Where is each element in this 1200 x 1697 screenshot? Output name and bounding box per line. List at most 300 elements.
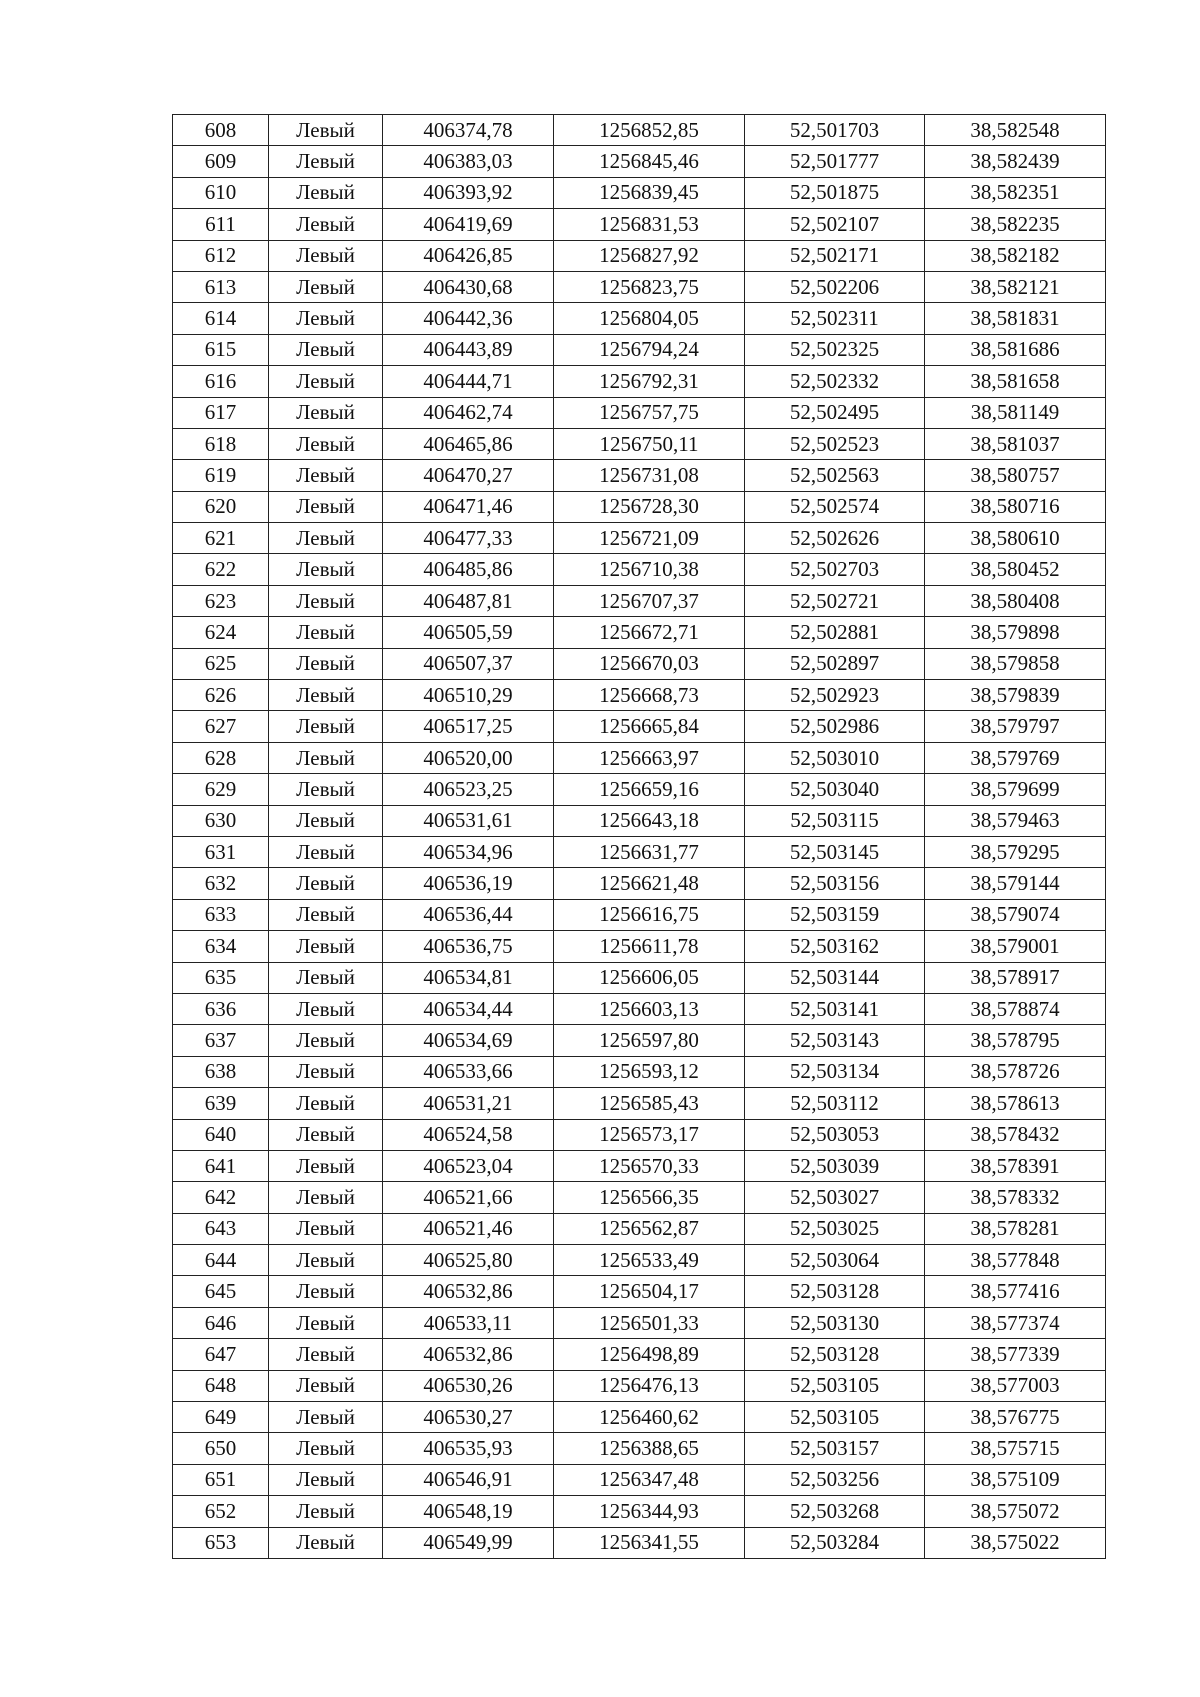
- point-number-cell: 619: [173, 460, 269, 491]
- y-coordinate-cell: 1256672,71: [554, 617, 745, 648]
- side-cell: Левый: [269, 1433, 383, 1464]
- x-coordinate-cell: 406549,99: [383, 1527, 554, 1558]
- longitude-cell: 38,578795: [925, 1025, 1106, 1056]
- point-number-cell: 617: [173, 397, 269, 428]
- point-number-cell: 628: [173, 742, 269, 773]
- x-coordinate-cell: 406443,89: [383, 334, 554, 365]
- y-coordinate-cell: 1256347,48: [554, 1464, 745, 1495]
- y-coordinate-cell: 1256750,11: [554, 428, 745, 459]
- x-coordinate-cell: 406419,69: [383, 209, 554, 240]
- side-cell: Левый: [269, 617, 383, 648]
- y-coordinate-cell: 1256616,75: [554, 899, 745, 930]
- y-coordinate-cell: 1256707,37: [554, 585, 745, 616]
- table-row: [173, 899, 1106, 930]
- y-coordinate-cell: 1256710,38: [554, 554, 745, 585]
- x-coordinate-cell: 406534,96: [383, 836, 554, 867]
- point-number-cell: 643: [173, 1213, 269, 1244]
- side-cell: Левый: [269, 868, 383, 899]
- latitude-cell: 52,503145: [745, 836, 925, 867]
- x-coordinate-cell: 406383,03: [383, 146, 554, 177]
- table-row: [173, 209, 1106, 240]
- side-cell: Левый: [269, 554, 383, 585]
- x-coordinate-cell: 406534,69: [383, 1025, 554, 1056]
- latitude-cell: 52,503144: [745, 962, 925, 993]
- side-cell: Левый: [269, 428, 383, 459]
- side-cell: Левый: [269, 648, 383, 679]
- table-row: [173, 523, 1106, 554]
- side-cell: Левый: [269, 1119, 383, 1150]
- y-coordinate-cell: 1256792,31: [554, 366, 745, 397]
- longitude-cell: 38,577416: [925, 1276, 1106, 1307]
- longitude-cell: 38,581686: [925, 334, 1106, 365]
- latitude-cell: 52,502311: [745, 303, 925, 334]
- side-cell: Левый: [269, 1464, 383, 1495]
- longitude-cell: 38,578613: [925, 1088, 1106, 1119]
- latitude-cell: 52,502881: [745, 617, 925, 648]
- point-number-cell: 651: [173, 1464, 269, 1495]
- point-number-cell: 625: [173, 648, 269, 679]
- point-number-cell: 645: [173, 1276, 269, 1307]
- longitude-cell: 38,580757: [925, 460, 1106, 491]
- table-row: [173, 1276, 1106, 1307]
- side-cell: Левый: [269, 523, 383, 554]
- table-row: [173, 585, 1106, 616]
- table-row: [173, 491, 1106, 522]
- x-coordinate-cell: 406535,93: [383, 1433, 554, 1464]
- table-row: [173, 460, 1106, 491]
- longitude-cell: 38,579839: [925, 680, 1106, 711]
- y-coordinate-cell: 1256643,18: [554, 805, 745, 836]
- y-coordinate-cell: 1256663,97: [554, 742, 745, 773]
- side-cell: Левый: [269, 271, 383, 302]
- x-coordinate-cell: 406462,74: [383, 397, 554, 428]
- table-row: [173, 1402, 1106, 1433]
- x-coordinate-cell: 406548,19: [383, 1496, 554, 1527]
- table-row: [173, 1056, 1106, 1087]
- side-cell: Левый: [269, 742, 383, 773]
- point-number-cell: 653: [173, 1527, 269, 1558]
- latitude-cell: 52,502171: [745, 240, 925, 271]
- longitude-cell: 38,577003: [925, 1370, 1106, 1401]
- latitude-cell: 52,503256: [745, 1464, 925, 1495]
- table-row: [173, 1370, 1106, 1401]
- point-number-cell: 615: [173, 334, 269, 365]
- x-coordinate-cell: 406533,66: [383, 1056, 554, 1087]
- longitude-cell: 38,581149: [925, 397, 1106, 428]
- side-cell: Левый: [269, 177, 383, 208]
- y-coordinate-cell: 1256668,73: [554, 680, 745, 711]
- table-row: [173, 680, 1106, 711]
- side-cell: Левый: [269, 1056, 383, 1087]
- table-row: [173, 1245, 1106, 1276]
- latitude-cell: 52,502721: [745, 585, 925, 616]
- x-coordinate-cell: 406532,86: [383, 1276, 554, 1307]
- point-number-cell: 632: [173, 868, 269, 899]
- longitude-cell: 38,577374: [925, 1307, 1106, 1338]
- table-row: [173, 1433, 1106, 1464]
- table-row: [173, 1339, 1106, 1370]
- longitude-cell: 38,582351: [925, 177, 1106, 208]
- side-cell: Левый: [269, 1307, 383, 1338]
- y-coordinate-cell: 1256823,75: [554, 271, 745, 302]
- table-row: [173, 742, 1106, 773]
- longitude-cell: 38,580408: [925, 585, 1106, 616]
- y-coordinate-cell: 1256593,12: [554, 1056, 745, 1087]
- point-number-cell: 649: [173, 1402, 269, 1433]
- y-coordinate-cell: 1256611,78: [554, 931, 745, 962]
- table-row: [173, 1119, 1106, 1150]
- table-row: [173, 554, 1106, 585]
- longitude-cell: 38,577339: [925, 1339, 1106, 1370]
- y-coordinate-cell: 1256566,35: [554, 1182, 745, 1213]
- point-number-cell: 639: [173, 1088, 269, 1119]
- side-cell: Левый: [269, 585, 383, 616]
- longitude-cell: 38,582439: [925, 146, 1106, 177]
- table-row: [173, 366, 1106, 397]
- table-row: [173, 648, 1106, 679]
- longitude-cell: 38,579898: [925, 617, 1106, 648]
- point-number-cell: 616: [173, 366, 269, 397]
- x-coordinate-cell: 406442,36: [383, 303, 554, 334]
- latitude-cell: 52,503268: [745, 1496, 925, 1527]
- point-number-cell: 631: [173, 836, 269, 867]
- side-cell: Левый: [269, 805, 383, 836]
- latitude-cell: 52,503064: [745, 1245, 925, 1276]
- latitude-cell: 52,502523: [745, 428, 925, 459]
- latitude-cell: 52,502986: [745, 711, 925, 742]
- latitude-cell: 52,503141: [745, 993, 925, 1024]
- latitude-cell: 52,503027: [745, 1182, 925, 1213]
- latitude-cell: 52,502206: [745, 271, 925, 302]
- latitude-cell: 52,503039: [745, 1150, 925, 1181]
- side-cell: Левый: [269, 1182, 383, 1213]
- longitude-cell: 38,578726: [925, 1056, 1106, 1087]
- side-cell: Левый: [269, 209, 383, 240]
- point-number-cell: 644: [173, 1245, 269, 1276]
- latitude-cell: 52,503010: [745, 742, 925, 773]
- point-number-cell: 610: [173, 177, 269, 208]
- point-number-cell: 641: [173, 1150, 269, 1181]
- point-number-cell: 614: [173, 303, 269, 334]
- table-row: [173, 836, 1106, 867]
- table-row: [173, 271, 1106, 302]
- longitude-cell: 38,579074: [925, 899, 1106, 930]
- x-coordinate-cell: 406520,00: [383, 742, 554, 773]
- table-row: [173, 617, 1106, 648]
- x-coordinate-cell: 406485,86: [383, 554, 554, 585]
- point-number-cell: 647: [173, 1339, 269, 1370]
- point-number-cell: 629: [173, 774, 269, 805]
- x-coordinate-cell: 406471,46: [383, 491, 554, 522]
- y-coordinate-cell: 1256597,80: [554, 1025, 745, 1056]
- x-coordinate-cell: 406524,58: [383, 1119, 554, 1150]
- table-row: [173, 931, 1106, 962]
- side-cell: Левый: [269, 334, 383, 365]
- x-coordinate-cell: 406507,37: [383, 648, 554, 679]
- x-coordinate-cell: 406426,85: [383, 240, 554, 271]
- point-number-cell: 634: [173, 931, 269, 962]
- side-cell: Левый: [269, 931, 383, 962]
- longitude-cell: 38,579463: [925, 805, 1106, 836]
- latitude-cell: 52,502325: [745, 334, 925, 365]
- longitude-cell: 38,579001: [925, 931, 1106, 962]
- longitude-cell: 38,581831: [925, 303, 1106, 334]
- x-coordinate-cell: 406530,27: [383, 1402, 554, 1433]
- coordinates-table: [172, 114, 1106, 1559]
- x-coordinate-cell: 406505,59: [383, 617, 554, 648]
- x-coordinate-cell: 406531,21: [383, 1088, 554, 1119]
- longitude-cell: 38,582235: [925, 209, 1106, 240]
- latitude-cell: 52,503284: [745, 1527, 925, 1558]
- side-cell: Левый: [269, 115, 383, 146]
- latitude-cell: 52,502574: [745, 491, 925, 522]
- point-number-cell: 613: [173, 271, 269, 302]
- latitude-cell: 52,503159: [745, 899, 925, 930]
- side-cell: Левый: [269, 1025, 383, 1056]
- latitude-cell: 52,503112: [745, 1088, 925, 1119]
- table-row: [173, 1464, 1106, 1495]
- point-number-cell: 622: [173, 554, 269, 585]
- table-row: [173, 1213, 1106, 1244]
- side-cell: Левый: [269, 1496, 383, 1527]
- y-coordinate-cell: 1256570,33: [554, 1150, 745, 1181]
- table-row: [173, 805, 1106, 836]
- side-cell: Левый: [269, 146, 383, 177]
- side-cell: Левый: [269, 1370, 383, 1401]
- y-coordinate-cell: 1256852,85: [554, 115, 745, 146]
- y-coordinate-cell: 1256831,53: [554, 209, 745, 240]
- x-coordinate-cell: 406536,75: [383, 931, 554, 962]
- x-coordinate-cell: 406530,26: [383, 1370, 554, 1401]
- table-row: [173, 1025, 1106, 1056]
- latitude-cell: 52,503105: [745, 1402, 925, 1433]
- latitude-cell: 52,503025: [745, 1213, 925, 1244]
- point-number-cell: 608: [173, 115, 269, 146]
- point-number-cell: 626: [173, 680, 269, 711]
- x-coordinate-cell: 406374,78: [383, 115, 554, 146]
- latitude-cell: 52,503157: [745, 1433, 925, 1464]
- side-cell: Левый: [269, 460, 383, 491]
- longitude-cell: 38,581037: [925, 428, 1106, 459]
- side-cell: Левый: [269, 680, 383, 711]
- point-number-cell: 640: [173, 1119, 269, 1150]
- y-coordinate-cell: 1256665,84: [554, 711, 745, 742]
- y-coordinate-cell: 1256344,93: [554, 1496, 745, 1527]
- table-row: [173, 1307, 1106, 1338]
- table-row: [173, 397, 1106, 428]
- point-number-cell: 621: [173, 523, 269, 554]
- table-row: [173, 1527, 1106, 1558]
- longitude-cell: 38,577848: [925, 1245, 1106, 1276]
- x-coordinate-cell: 406536,19: [383, 868, 554, 899]
- y-coordinate-cell: 1256476,13: [554, 1370, 745, 1401]
- longitude-cell: 38,582182: [925, 240, 1106, 271]
- table-row: [173, 1496, 1106, 1527]
- y-coordinate-cell: 1256728,30: [554, 491, 745, 522]
- table-row: [173, 774, 1106, 805]
- side-cell: Левый: [269, 993, 383, 1024]
- y-coordinate-cell: 1256845,46: [554, 146, 745, 177]
- x-coordinate-cell: 406532,86: [383, 1339, 554, 1370]
- latitude-cell: 52,503040: [745, 774, 925, 805]
- latitude-cell: 52,501875: [745, 177, 925, 208]
- point-number-cell: 611: [173, 209, 269, 240]
- latitude-cell: 52,503128: [745, 1276, 925, 1307]
- table-row: [173, 334, 1106, 365]
- table-row: [173, 303, 1106, 334]
- longitude-cell: 38,579144: [925, 868, 1106, 899]
- y-coordinate-cell: 1256621,48: [554, 868, 745, 899]
- point-number-cell: 646: [173, 1307, 269, 1338]
- table-row: [173, 115, 1106, 146]
- table-row: [173, 868, 1106, 899]
- y-coordinate-cell: 1256562,87: [554, 1213, 745, 1244]
- y-coordinate-cell: 1256827,92: [554, 240, 745, 271]
- point-number-cell: 633: [173, 899, 269, 930]
- y-coordinate-cell: 1256757,75: [554, 397, 745, 428]
- point-number-cell: 624: [173, 617, 269, 648]
- latitude-cell: 52,502332: [745, 366, 925, 397]
- point-number-cell: 638: [173, 1056, 269, 1087]
- latitude-cell: 52,503053: [745, 1119, 925, 1150]
- side-cell: Левый: [269, 836, 383, 867]
- longitude-cell: 38,582548: [925, 115, 1106, 146]
- side-cell: Левый: [269, 1213, 383, 1244]
- table-row: [173, 711, 1106, 742]
- x-coordinate-cell: 406523,25: [383, 774, 554, 805]
- longitude-cell: 38,576775: [925, 1402, 1106, 1433]
- point-number-cell: 627: [173, 711, 269, 742]
- x-coordinate-cell: 406546,91: [383, 1464, 554, 1495]
- y-coordinate-cell: 1256460,62: [554, 1402, 745, 1433]
- latitude-cell: 52,502626: [745, 523, 925, 554]
- x-coordinate-cell: 406534,44: [383, 993, 554, 1024]
- point-number-cell: 648: [173, 1370, 269, 1401]
- x-coordinate-cell: 406531,61: [383, 805, 554, 836]
- x-coordinate-cell: 406444,71: [383, 366, 554, 397]
- longitude-cell: 38,578391: [925, 1150, 1106, 1181]
- side-cell: Левый: [269, 1527, 383, 1558]
- longitude-cell: 38,580610: [925, 523, 1106, 554]
- x-coordinate-cell: 406477,33: [383, 523, 554, 554]
- longitude-cell: 38,578432: [925, 1119, 1106, 1150]
- y-coordinate-cell: 1256606,05: [554, 962, 745, 993]
- y-coordinate-cell: 1256804,05: [554, 303, 745, 334]
- y-coordinate-cell: 1256388,65: [554, 1433, 745, 1464]
- latitude-cell: 52,501703: [745, 115, 925, 146]
- longitude-cell: 38,575072: [925, 1496, 1106, 1527]
- longitude-cell: 38,579797: [925, 711, 1106, 742]
- table-row: [173, 993, 1106, 1024]
- side-cell: Левый: [269, 1402, 383, 1433]
- x-coordinate-cell: 406510,29: [383, 680, 554, 711]
- x-coordinate-cell: 406470,27: [383, 460, 554, 491]
- x-coordinate-cell: 406523,04: [383, 1150, 554, 1181]
- longitude-cell: 38,579699: [925, 774, 1106, 805]
- y-coordinate-cell: 1256794,24: [554, 334, 745, 365]
- side-cell: Левый: [269, 1276, 383, 1307]
- side-cell: Левый: [269, 397, 383, 428]
- x-coordinate-cell: 406521,46: [383, 1213, 554, 1244]
- longitude-cell: 38,579295: [925, 836, 1106, 867]
- latitude-cell: 52,503143: [745, 1025, 925, 1056]
- latitude-cell: 52,502563: [745, 460, 925, 491]
- x-coordinate-cell: 406393,92: [383, 177, 554, 208]
- latitude-cell: 52,503115: [745, 805, 925, 836]
- longitude-cell: 38,582121: [925, 271, 1106, 302]
- point-number-cell: 642: [173, 1182, 269, 1213]
- y-coordinate-cell: 1256659,16: [554, 774, 745, 805]
- side-cell: Левый: [269, 303, 383, 334]
- table-row: [173, 1150, 1106, 1181]
- y-coordinate-cell: 1256573,17: [554, 1119, 745, 1150]
- y-coordinate-cell: 1256631,77: [554, 836, 745, 867]
- side-cell: Левый: [269, 491, 383, 522]
- y-coordinate-cell: 1256498,89: [554, 1339, 745, 1370]
- side-cell: Левый: [269, 774, 383, 805]
- x-coordinate-cell: 406525,80: [383, 1245, 554, 1276]
- latitude-cell: 52,503105: [745, 1370, 925, 1401]
- longitude-cell: 38,578874: [925, 993, 1106, 1024]
- side-cell: Левый: [269, 962, 383, 993]
- longitude-cell: 38,580452: [925, 554, 1106, 585]
- point-number-cell: 609: [173, 146, 269, 177]
- point-number-cell: 635: [173, 962, 269, 993]
- y-coordinate-cell: 1256731,08: [554, 460, 745, 491]
- side-cell: Левый: [269, 711, 383, 742]
- latitude-cell: 52,503156: [745, 868, 925, 899]
- latitude-cell: 52,502495: [745, 397, 925, 428]
- y-coordinate-cell: 1256721,09: [554, 523, 745, 554]
- longitude-cell: 38,579769: [925, 742, 1106, 773]
- side-cell: Левый: [269, 1088, 383, 1119]
- longitude-cell: 38,578281: [925, 1213, 1106, 1244]
- longitude-cell: 38,580716: [925, 491, 1106, 522]
- point-number-cell: 620: [173, 491, 269, 522]
- point-number-cell: 630: [173, 805, 269, 836]
- longitude-cell: 38,578332: [925, 1182, 1106, 1213]
- y-coordinate-cell: 1256504,17: [554, 1276, 745, 1307]
- latitude-cell: 52,502107: [745, 209, 925, 240]
- x-coordinate-cell: 406517,25: [383, 711, 554, 742]
- latitude-cell: 52,502703: [745, 554, 925, 585]
- latitude-cell: 52,503130: [745, 1307, 925, 1338]
- longitude-cell: 38,581658: [925, 366, 1106, 397]
- coordinates-table-body: [173, 115, 1106, 1559]
- x-coordinate-cell: 406534,81: [383, 962, 554, 993]
- table-row: [173, 1088, 1106, 1119]
- point-number-cell: 618: [173, 428, 269, 459]
- y-coordinate-cell: 1256341,55: [554, 1527, 745, 1558]
- x-coordinate-cell: 406465,86: [383, 428, 554, 459]
- side-cell: Левый: [269, 240, 383, 271]
- point-number-cell: 650: [173, 1433, 269, 1464]
- x-coordinate-cell: 406430,68: [383, 271, 554, 302]
- table-row: [173, 962, 1106, 993]
- side-cell: Левый: [269, 1245, 383, 1276]
- latitude-cell: 52,503162: [745, 931, 925, 962]
- side-cell: Левый: [269, 366, 383, 397]
- latitude-cell: 52,503134: [745, 1056, 925, 1087]
- point-number-cell: 623: [173, 585, 269, 616]
- y-coordinate-cell: 1256501,33: [554, 1307, 745, 1338]
- table-row: [173, 1182, 1106, 1213]
- x-coordinate-cell: 406521,66: [383, 1182, 554, 1213]
- table-row: [173, 428, 1106, 459]
- y-coordinate-cell: 1256533,49: [554, 1245, 745, 1276]
- latitude-cell: 52,502923: [745, 680, 925, 711]
- latitude-cell: 52,502897: [745, 648, 925, 679]
